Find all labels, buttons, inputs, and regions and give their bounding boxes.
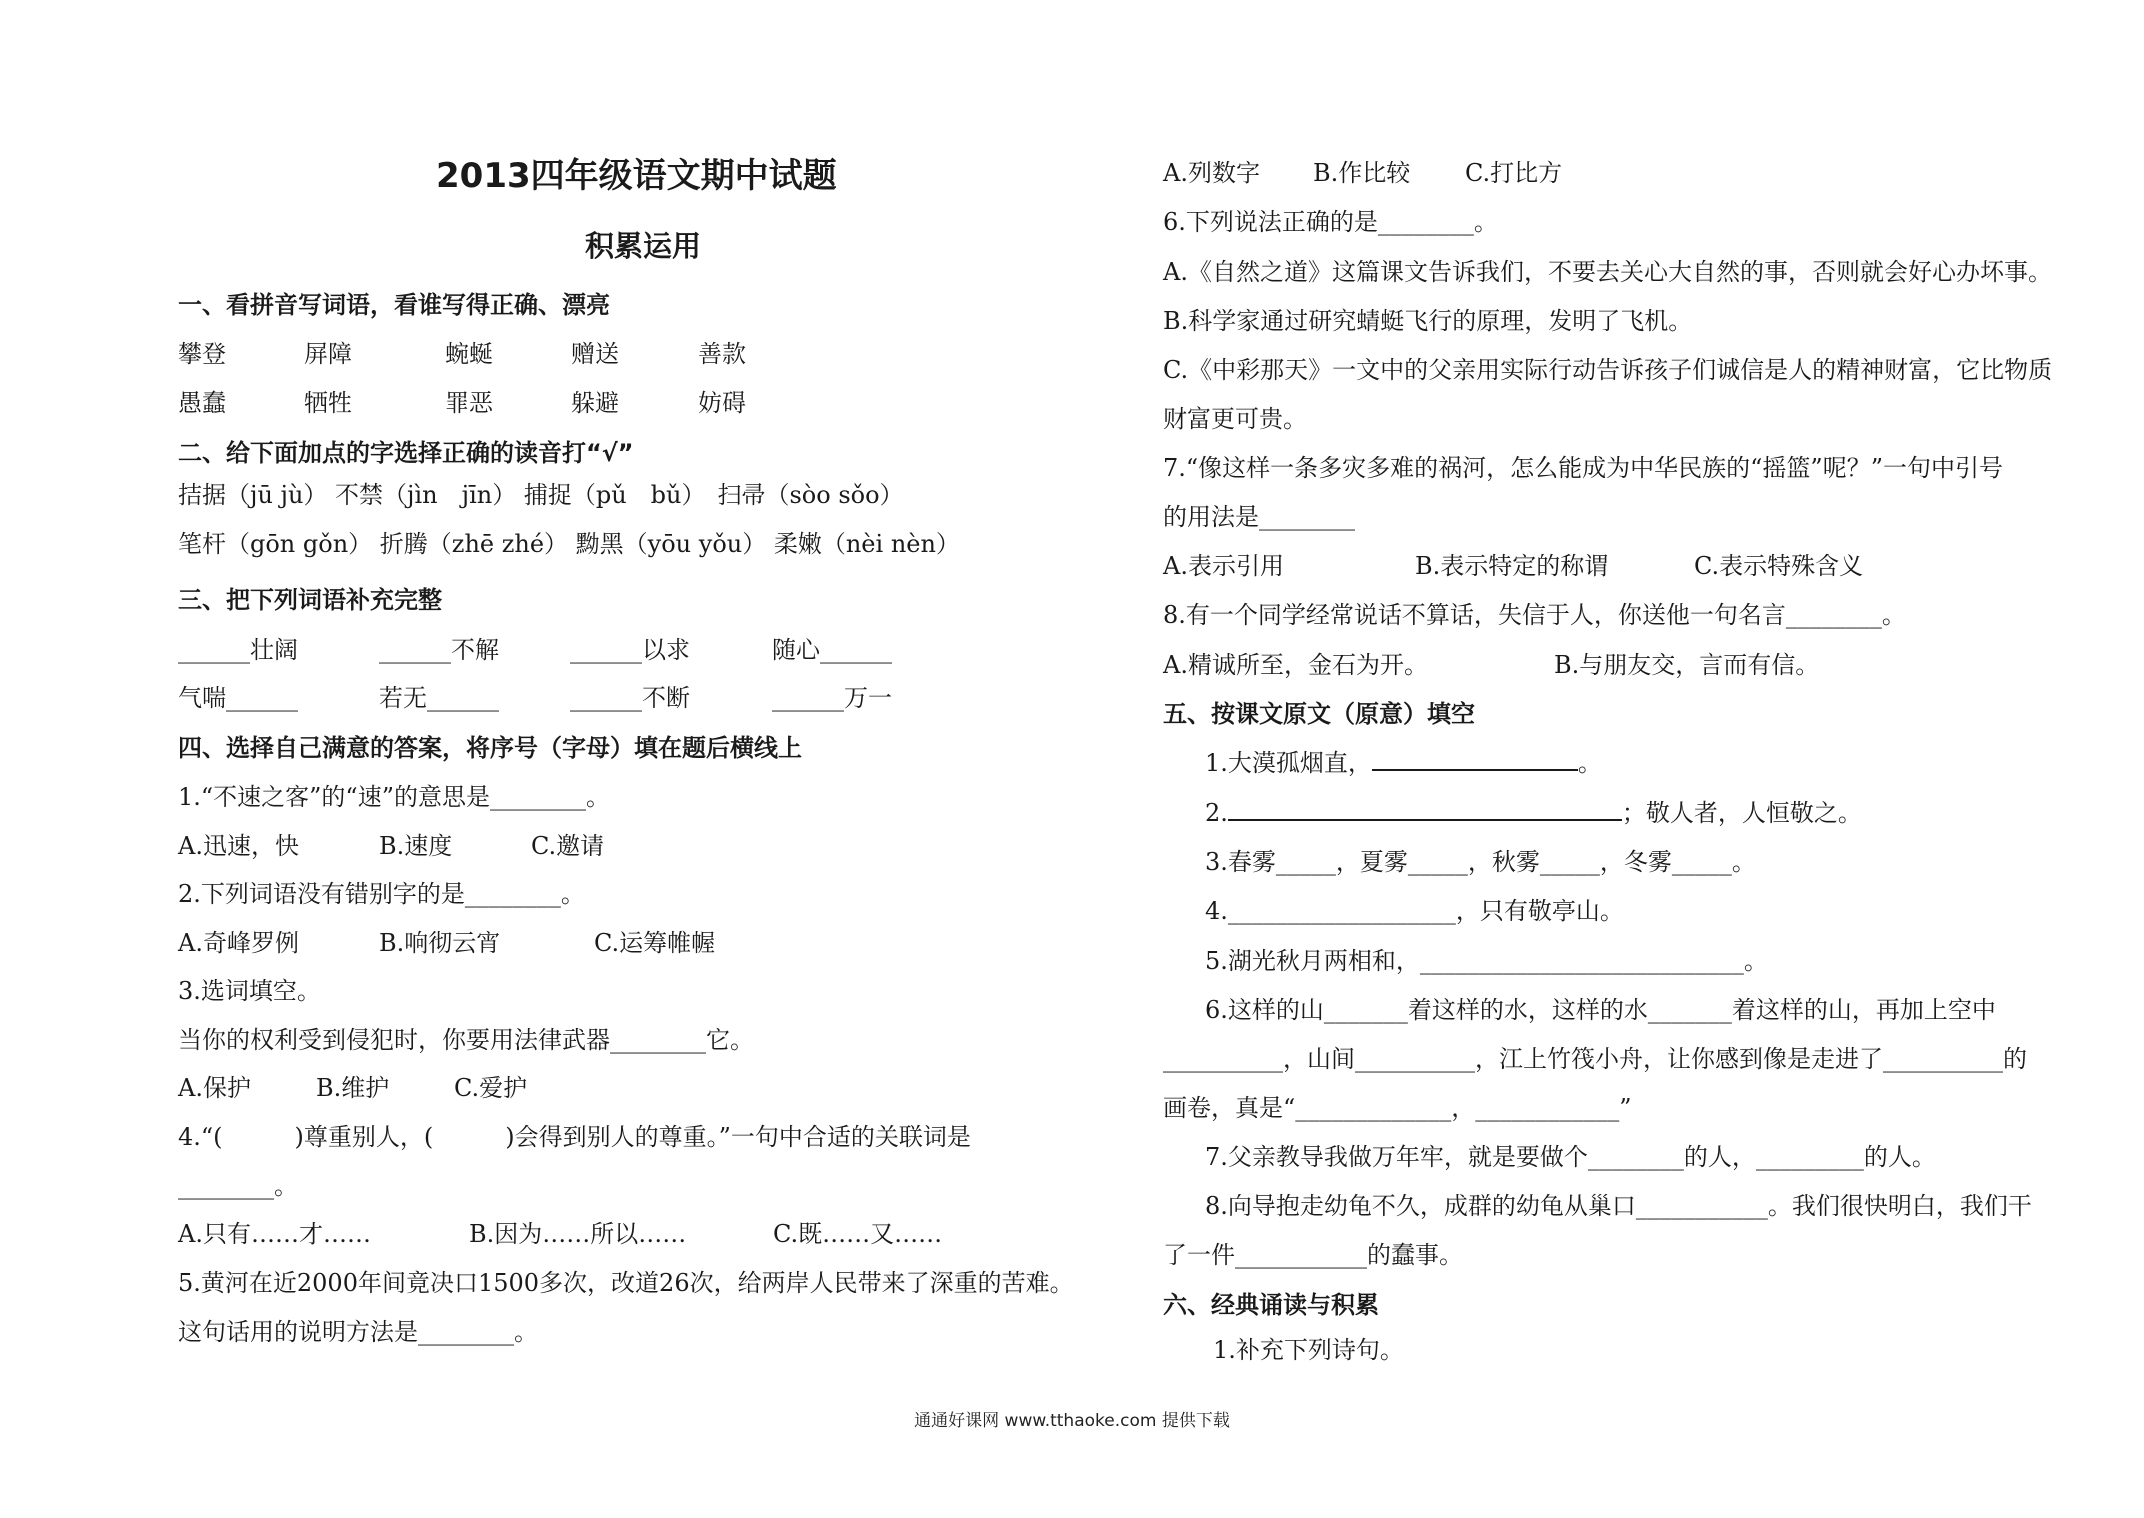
fill-2 xyxy=(1205,796,1862,830)
question-6-option-b: B.科学家通过研究蜻蜓飞行的原理，发明了飞机。 xyxy=(1163,307,1693,335)
section-4-heading: 四、选择自己满意的答案，将序号（字母）填在题后横线上 xyxy=(178,734,802,762)
question-2: 2.下列词语没有错别字的是________。 xyxy=(178,880,585,908)
question-3: 3.选词填空。 xyxy=(178,977,321,1005)
option: A.表示引用 xyxy=(1163,552,1284,580)
question-7-options xyxy=(1163,549,1863,583)
option: C.表示特殊含义 xyxy=(1694,552,1864,580)
section-2-heading: 二、给下面加点的字选择正确的读音打“√” xyxy=(178,439,634,467)
fill-1-end: 。 xyxy=(1577,749,1602,777)
fill-8-cont: 了一件___________的蠢事。 xyxy=(1163,1241,1463,1269)
question-7-cont: 的用法是________ xyxy=(1163,503,1355,531)
question-1-options xyxy=(178,829,604,863)
idiom: ______不解 xyxy=(379,636,499,664)
pronunciation-row-1: 拮据（jū jù） 不禁（jìn jīn） 捕捉（pǔ bǔ） 扫帚（sòo sǒo） xyxy=(178,481,904,509)
question-1: 1.“不速之客”的“速”的意思是________。 xyxy=(178,783,610,811)
option: B.速度 xyxy=(379,832,453,860)
word: 赠送 xyxy=(571,340,619,368)
question-3-options xyxy=(178,1071,527,1105)
question-5-cont: 这句话用的说明方法是________。 xyxy=(178,1318,538,1346)
idiom: ______壮阔 xyxy=(178,636,298,664)
pronunciation-row-2: 笔杆（gōn gǒn） 折腾（zhē zhé） 黝黑（yōu yǒu） 柔嫩（nèi nèn） xyxy=(178,530,960,558)
question-4-blank: ________。 xyxy=(178,1172,298,1200)
idiom-row-1 xyxy=(178,633,892,667)
option: A.迅速，快 xyxy=(178,832,299,860)
fill-1-text: 1.大漠孤烟直， xyxy=(1205,749,1372,777)
section-6-item-1: 1.补充下列诗句。 xyxy=(1213,1336,1404,1364)
option: B.因为……所以…… xyxy=(469,1220,687,1248)
fill-2-end: ；敬人者，人恒敬之。 xyxy=(1621,799,1862,827)
page-subtitle: 积累运用 xyxy=(585,229,702,263)
question-8-options xyxy=(1163,648,1819,682)
fill-6-cont: __________，山间__________，江上竹筏小舟，让你感到像是走进了__________的 xyxy=(1163,1045,2027,1073)
option: A.精诚所至，金石为开。 xyxy=(1163,651,1428,679)
option: A.保护 xyxy=(178,1074,251,1102)
fill-2-text: 2. xyxy=(1205,799,1228,827)
word: 牺牲 xyxy=(304,389,352,417)
page-footer: 通通好课网 www.tthaoke.com 提供下载 xyxy=(914,1411,1230,1431)
option: C.运筹帷幄 xyxy=(594,929,716,957)
idiom: ______万一 xyxy=(772,684,892,712)
section-5-heading: 五、按课文原文（原意）填空 xyxy=(1163,700,1475,728)
option: B.作比较 xyxy=(1313,159,1411,187)
question-2-options xyxy=(178,926,715,960)
option: C.邀请 xyxy=(531,832,605,860)
fill-1 xyxy=(1205,746,1602,780)
question-6: 6.下列说法正确的是________。 xyxy=(1163,208,1498,236)
fill-7: 7.父亲教导我做万年牢，就是要做个________的人，_________的人。 xyxy=(1205,1143,1936,1171)
word: 蜿蜒 xyxy=(445,340,493,368)
idiom: ______以求 xyxy=(570,636,690,664)
question-7: 7.“像这样一条多灾多难的祸河，怎么能成为中华民族的“摇篮”呢？”一句中引号 xyxy=(1163,454,2003,482)
option: B.响彻云宵 xyxy=(379,929,501,957)
section-3-heading: 三、把下列词语补充完整 xyxy=(178,586,442,614)
idiom: 若无______ xyxy=(379,684,499,712)
word: 躲避 xyxy=(571,389,619,417)
option: C.爱护 xyxy=(454,1074,528,1102)
fill-2-blank xyxy=(1228,797,1622,821)
question-3-text: 当你的权利受到侵犯时，你要用法律武器________它。 xyxy=(178,1026,754,1054)
pinyin-words-row-1 xyxy=(178,337,746,371)
question-5-options xyxy=(1163,156,1562,190)
word: 攀登 xyxy=(178,340,226,368)
question-6-option-c: C.《中彩那天》一文中的父亲用实际行动告诉孩子们诚信是人的精神财富，它比物质 xyxy=(1163,356,2053,384)
fill-8: 8.向导抱走幼龟不久，成群的幼龟从巢口___________。我们很快明白，我们干 xyxy=(1205,1192,2032,1220)
fill-3: 3.春雾_____，夏雾_____，秋雾_____，冬雾_____。 xyxy=(1205,848,1756,876)
page-title: 2013四年级语文期中试题 xyxy=(436,156,837,196)
fill-6-cont-2: 画卷，真是“_____________，____________” xyxy=(1163,1094,1632,1122)
option: A.只有……才…… xyxy=(178,1220,371,1248)
word: 妨碍 xyxy=(698,389,746,417)
option: B.表示特定的称谓 xyxy=(1415,552,1609,580)
fill-4: 4.___________________，只有敬亭山。 xyxy=(1205,897,1624,925)
question-6-option-c-cont: 财富更可贵。 xyxy=(1163,405,1307,433)
word: 罪恶 xyxy=(445,389,493,417)
section-6-heading: 六、经典诵读与积累 xyxy=(1163,1291,1379,1319)
section-1-heading: 一、看拼音写词语，看谁写得正确、漂亮 xyxy=(178,291,610,319)
fill-5: 5.湖光秋月两相和，___________________________。 xyxy=(1205,947,1768,975)
pinyin-words-row-2 xyxy=(178,386,746,420)
word: 愚蠢 xyxy=(178,389,226,417)
question-4: 4.“( )尊重别人，( )会得到别人的尊重。”一句中合适的关联词是 xyxy=(178,1123,971,1151)
question-4-options xyxy=(178,1217,942,1251)
question-6-option-a: A.《自然之道》这篇课文告诉我们，不要去关心大自然的事，否则就会好心办坏事。 xyxy=(1163,258,2052,286)
word: 屏障 xyxy=(304,340,352,368)
idiom-row-2 xyxy=(178,681,892,715)
word: 善款 xyxy=(698,340,746,368)
option: C.既……又…… xyxy=(773,1220,943,1248)
idiom: 气喘______ xyxy=(178,684,298,712)
fill-6: 6.这样的山_______着这样的水，这样的水_______着这样的山，再加上空中 xyxy=(1205,996,1996,1024)
option: A.奇峰罗例 xyxy=(178,929,299,957)
option: B.与朋友交，言而有信。 xyxy=(1554,651,1820,679)
question-5: 5.黄河在近2000年间竟决口1500多次，改道26次，给两岸人民带来了深重的苦难。 xyxy=(178,1269,1074,1297)
fill-1-blank xyxy=(1372,747,1578,771)
option: C.打比方 xyxy=(1465,159,1563,187)
idiom: 随心______ xyxy=(772,636,892,664)
option: B.维护 xyxy=(316,1074,390,1102)
question-8: 8.有一个同学经常说话不算话，失信于人，你送他一句名言________。 xyxy=(1163,601,1906,629)
idiom: ______不断 xyxy=(570,684,690,712)
option: A.列数字 xyxy=(1163,159,1260,187)
